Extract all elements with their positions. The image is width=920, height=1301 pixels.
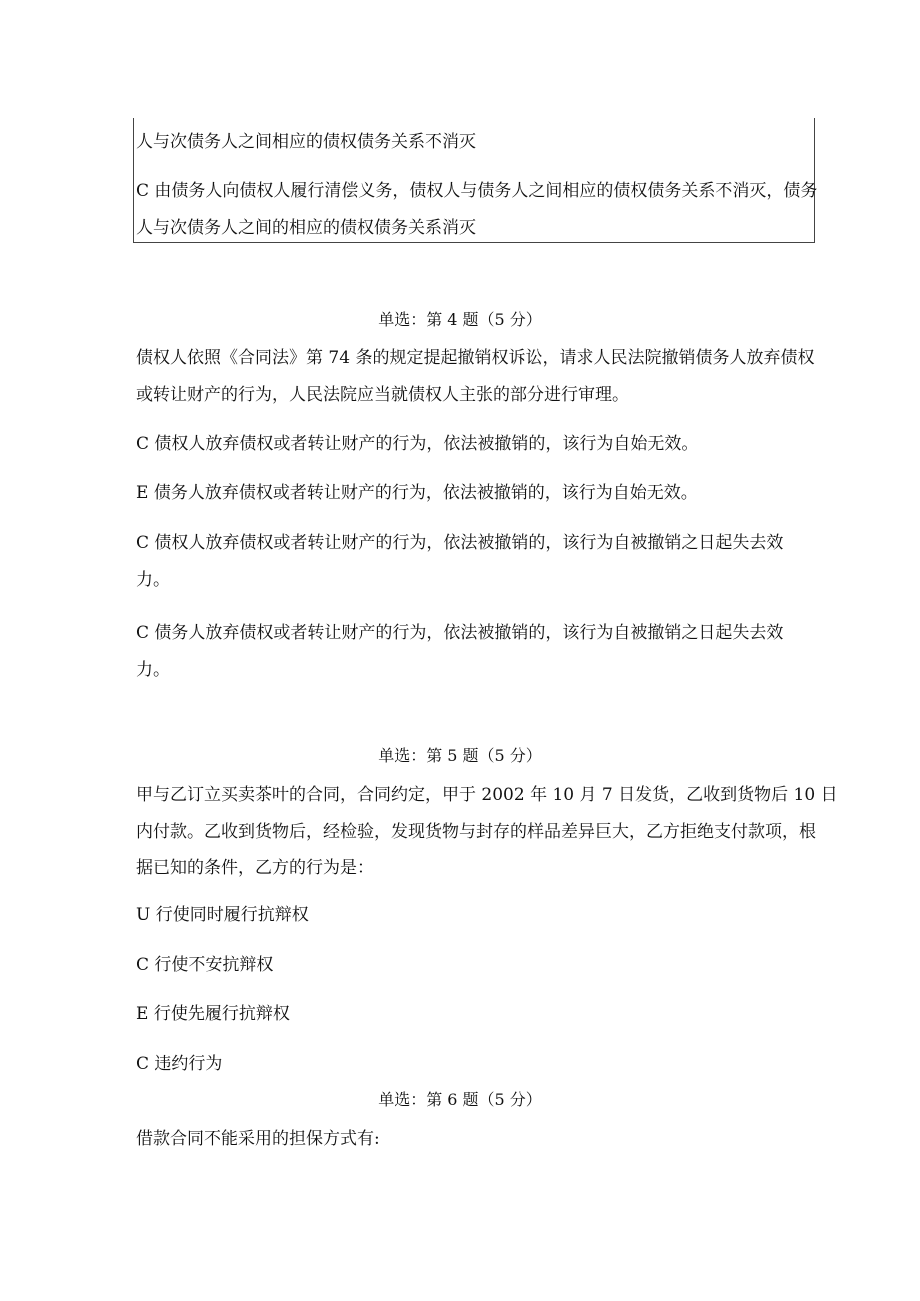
question-5-stem: 甲与乙订立买卖茶叶的合同，合同约定，甲于 2002 年 10 月 7 日发货，乙收到货物后 10 日: [136, 785, 838, 805]
question-5-option-3[interactable]: E 行使先履行抗辩权: [136, 1004, 290, 1024]
question-4-option-1[interactable]: C 债权人放弃债权或者转让财产的行为，依法被撤销的，该行为自始无效。: [136, 434, 699, 454]
question-5-option-4[interactable]: C 违约行为: [136, 1054, 223, 1074]
question-4-option-3[interactable]: C 债权人放弃债权或者转让财产的行为，依法被撤销的，该行为自被撤销之日起失去效: [136, 533, 784, 553]
question-4-option-4-cont: 力。: [136, 660, 170, 680]
question-5-stem: 据已知的条件，乙方的行为是：: [136, 858, 374, 878]
box-option-c[interactable]: C 由债务人向债权人履行清偿义务，债权人与债务人之间相应的债权债务关系不消灭，债务: [136, 181, 818, 201]
question-4-option-2[interactable]: E 债务人放弃债权或者转让财产的行为，依法被撤销的，该行为自始无效。: [136, 483, 698, 503]
question-4-stem: 或转让财产的行为，人民法院应当就债权人主张的部分进行审理。: [136, 385, 629, 405]
question-6-heading: 单选：第 6 题（5 分）: [378, 1090, 542, 1109]
question-4-stem: 债权人依照《合同法》第 74 条的规定提起撤销权诉讼，请求人民法院撤销债务人放弃债权: [136, 348, 815, 368]
box-text-line: 人与次债务人之间的相应的债权债务关系消灭: [136, 218, 476, 238]
question-4-option-3-cont: 力。: [136, 570, 170, 590]
question-4-heading: 单选：第 4 题（5 分）: [378, 310, 542, 329]
box-text-line: 人与次债务人之间相应的债权债务关系不消灭: [136, 132, 476, 152]
question-5-option-2[interactable]: C 行使不安抗辩权: [136, 955, 274, 975]
question-4-option-4[interactable]: C 债务人放弃债权或者转让财产的行为，依法被撤销的，该行为自被撤销之日起失去效: [136, 623, 784, 643]
question-6-stem: 借款合同不能采用的担保方式有:: [136, 1129, 380, 1149]
question-5-heading: 单选：第 5 题（5 分）: [378, 746, 542, 765]
question-5-option-1[interactable]: U 行使同时履行抗辩权: [136, 905, 309, 925]
question-5-stem: 内付款。乙收到货物后，经检验，发现货物与封存的样品差异巨大，乙方拒绝支付款项，根: [136, 822, 816, 842]
